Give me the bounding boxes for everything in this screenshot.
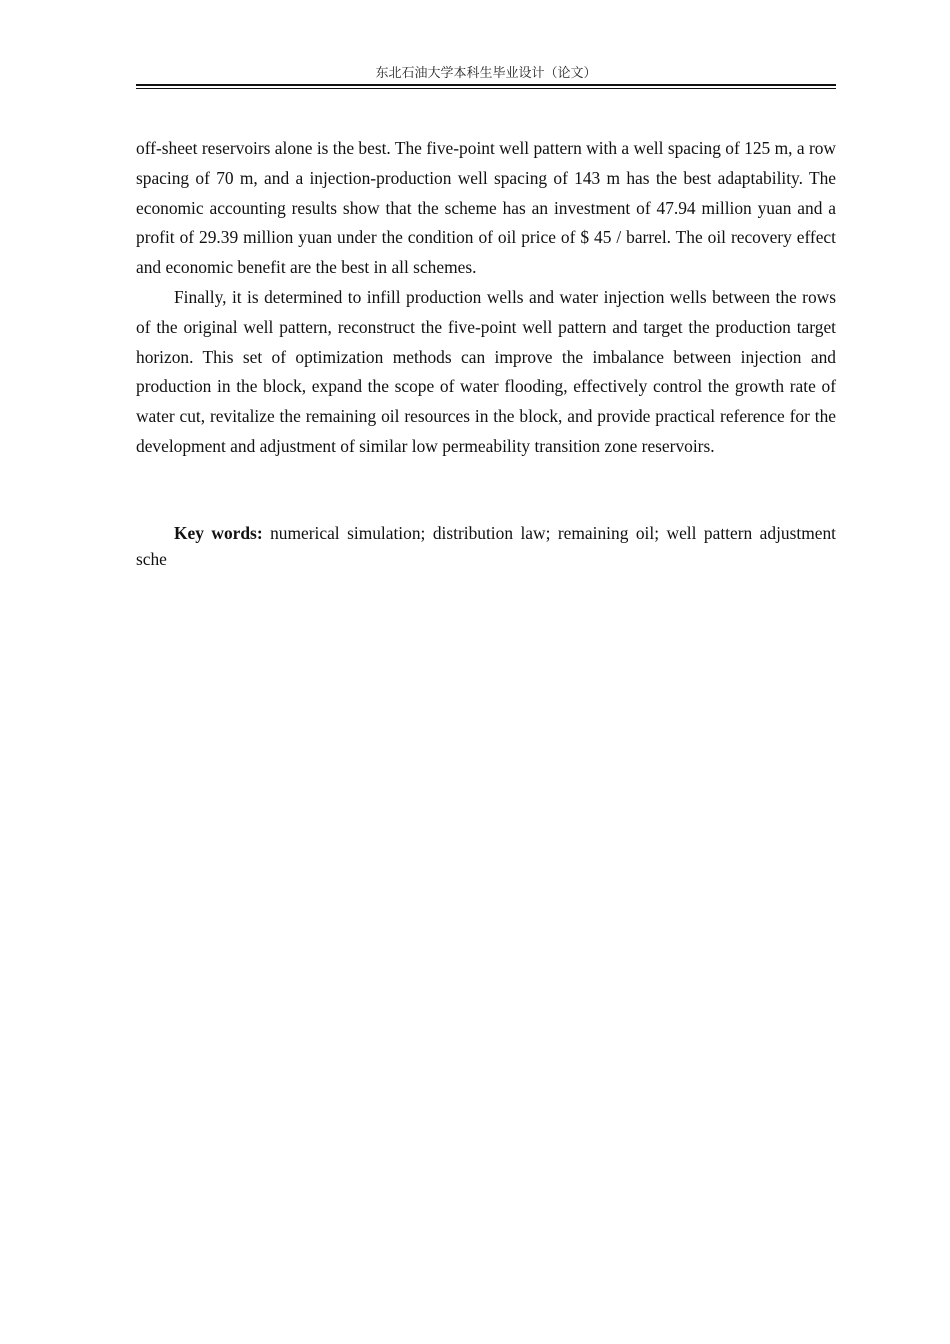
keywords-label: Key words: (174, 523, 263, 543)
abstract-paragraph-1: off-sheet reservoirs alone is the best. The five-point well pattern with a well spacing of 125 m, a row spacing of 70 m, and a injection-production well spacing of 143 m has the best adaptability. The economic accounting results show that the scheme has an investment of 47.94 million yuan and a profit of 29.39 million yuan under the condition of oil price of $ 45 / barrel. The oil recovery effect and economic benefit are the best in all schemes. (136, 138, 836, 278)
abstract-paragraph-2: Finally, it is determined to infill production wells and water injection wells between the rows of the original well pattern, reconstruct the five-point well pattern and target the production target horizon. This set of optimization methods can improve the imbalance between injection and production in the block, expand the scope of water flooding, effectively control the growth rate of water cut, revitalize the remaining oil resources in the block, and provide practical reference for the development and adjustment of similar low permeability transition zone reservoirs. (136, 286, 836, 456)
abstract-body (136, 134, 836, 462)
keywords-section (136, 520, 836, 572)
keywords-text: numerical simulation; distribution law; remaining oil; well pattern adjustment sche (136, 523, 836, 569)
page-header-title: 东北石油大学本科生毕业设计（论文） (375, 66, 597, 81)
header-rule-thick (136, 84, 836, 86)
header-rule-thin (136, 88, 836, 89)
